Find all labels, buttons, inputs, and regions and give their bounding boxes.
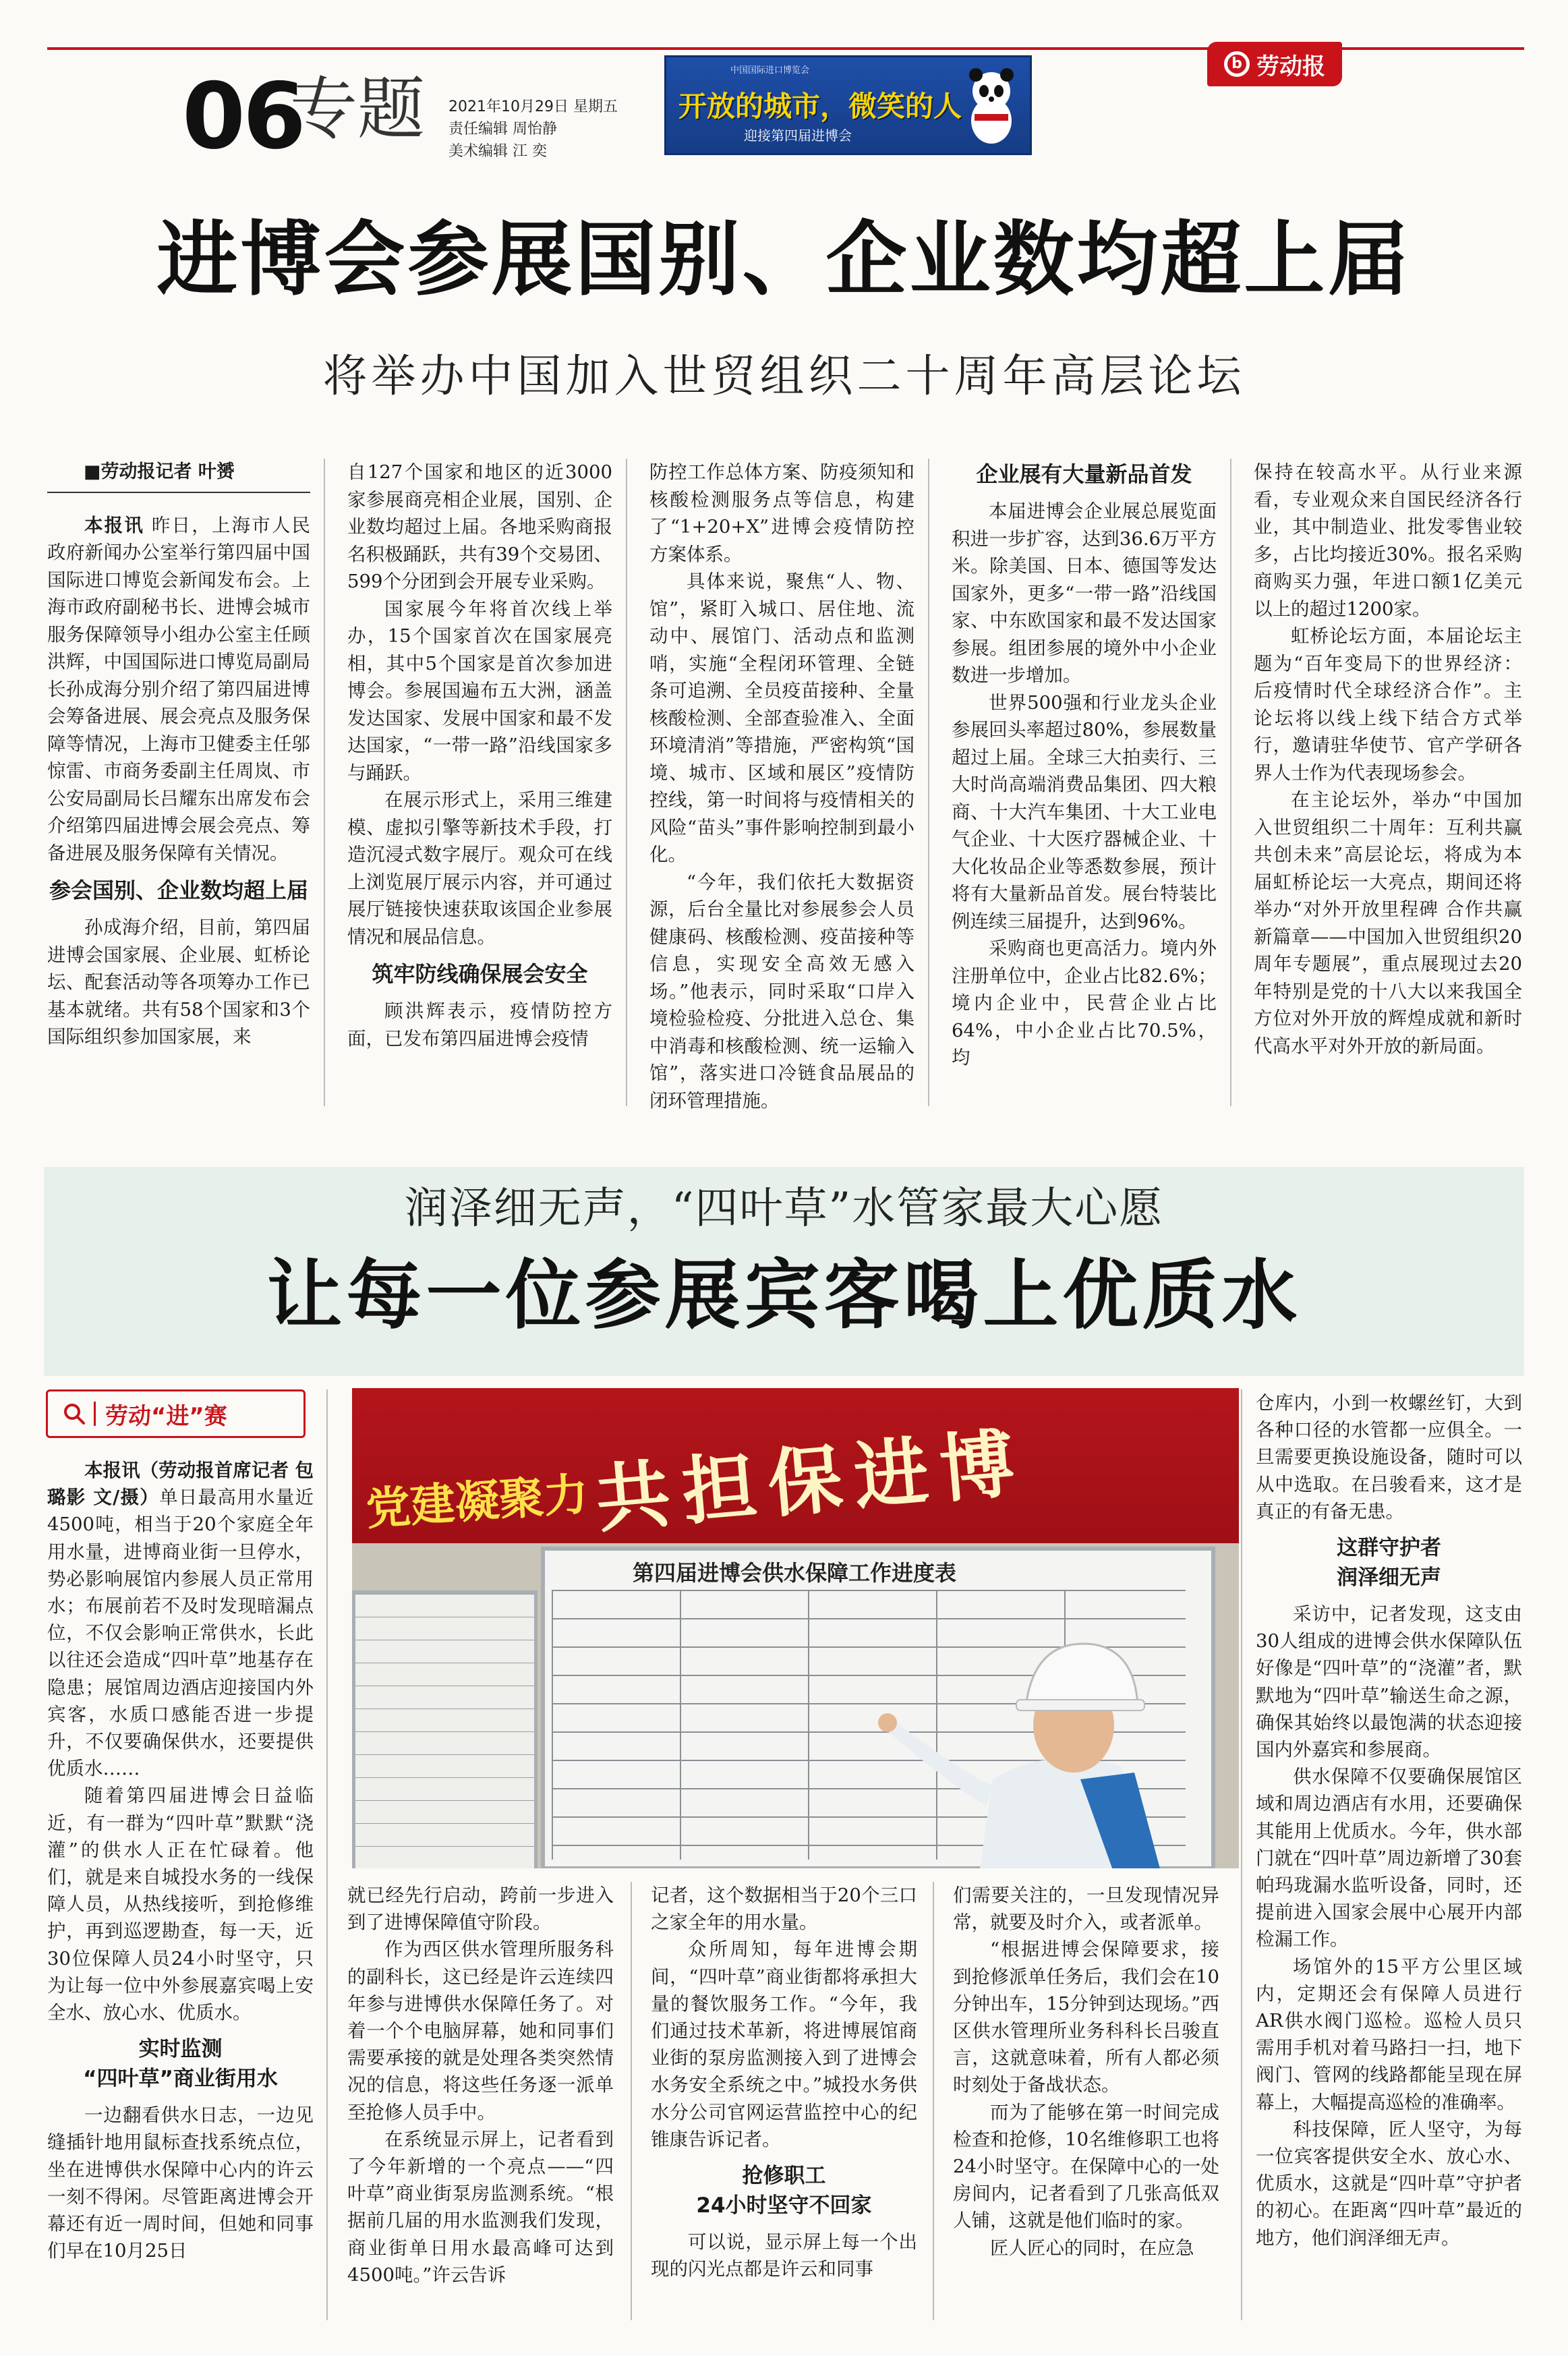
photo-slogan-small: 党建凝聚力 bbox=[364, 1468, 590, 1536]
expo-banner bbox=[664, 55, 1032, 155]
story-photo bbox=[352, 1388, 1239, 1868]
story1-col2 bbox=[347, 459, 612, 1052]
paragraph: 一边翻看供水日志，一边见缝插针地用鼠标查找系统点位，坐在进博供水保障中心内的许云一刻不得闲。尽管距离进博会开幕还有近一周时间，但她和同事们早在10月25日 bbox=[47, 2104, 314, 2262]
story1-subtitle: 将举办中国加入世贸组织二十周年高层论坛 bbox=[322, 350, 1246, 402]
column-rule bbox=[626, 459, 627, 1106]
column-rule bbox=[928, 459, 929, 1106]
paragraph-text: 昨日，上海市人民政府新闻办公室举行第四届中国国际进口博览会新闻发布会。上海市政府副秘书长、进博会城市服务保障领导小组办公室主任顾洪辉，中国国际进口博览局副局长孙成海分别介绍了第四届进博会筹备进展、展会亮点及服务保障等情况，上海市卫健委主任邬惊雷、市商务委副主任周岚、市公安局副局长吕耀东出席发布会介绍第四届进博会展会亮点、筹备进展及服务保障有关情况。 bbox=[47, 514, 310, 864]
issue-date: 2021年10月29日 星期五 bbox=[448, 98, 618, 115]
photo-red-banner bbox=[352, 1388, 1239, 1543]
story2-title: 让每一位参展宾客喝上优质水 bbox=[266, 1251, 1302, 1340]
dateline: 本报讯 bbox=[84, 1460, 140, 1481]
paragraph: 具体来说，聚焦“人、物、馆”，紧盯入城口、居住地、流动中、展馆门、活动点和监测哨，实施“全程闭环管理、全链条可追溯、全员疫苗接种、全量核酸检测、全部查验准入、全面环境清消”等措施，严密构筑“国境、城市、区域和展区”疫情防控线，第一时间将与疫情相关的风险“苗头”事件影响控制到最小化。 bbox=[649, 571, 914, 865]
paragraph: 在展示形式上，采用三维建模、虚拟引擎等新技术手段，打造沉浸式数字展厅。观众可在线上浏览展厅展示内容，并可通过展厅链接快速获取该国企业参展情况和展品信息。 bbox=[347, 789, 612, 948]
subhead: 抢修职工 24小时坚守不回家 bbox=[696, 2164, 872, 2218]
column-tag bbox=[46, 1389, 306, 1438]
subhead: 参会国别、企业数均超上届 bbox=[49, 878, 308, 903]
paragraph: 场馆外的15平方公里区域内，定期还会有保障人员进行AR供水阀门巡检。巡检人员只需用手机对着马路扫一扫，地下阀门、管网的线路都能呈现在屏幕上，大幅提高巡检的准确率。 bbox=[1256, 1955, 1522, 2113]
newspaper-logo bbox=[1207, 42, 1342, 86]
paragraph: “今年，我们依托大数据资源，后台全量比对参展参会人员健康码、核酸检测、疫苗接种等信息，实现安全高效无感入场。”他表示，同时采取“口岸入境检验检疫、分批进入总仓、集中消毒和核酸检测、统一运输入馆”，落实进口冷链食品展品的闭环管理措施。 bbox=[649, 871, 914, 1112]
paragraph: 们需要关注的，一旦发现情况异常，就要及时介入，或者派单。 bbox=[953, 1885, 1219, 1934]
worker-figure bbox=[878, 1611, 1229, 1868]
subhead: 这群守护者 润泽细无声 bbox=[1337, 1536, 1441, 1590]
paragraph: 保持在较高水平。从行业来源看，专业观众来自国民经济各行业，其中制造业、批发零售业较多，占比均接近30%。报名采购商购买力强，年进口额1亿美元以上的超过1200家。 bbox=[1254, 461, 1522, 620]
paragraph: 匠人匠心的同时，在应急 bbox=[990, 2237, 1194, 2259]
side-whiteboard bbox=[352, 1590, 538, 1868]
subhead: 筑牢防线确保展会安全 bbox=[372, 961, 588, 987]
page-number: 06 bbox=[182, 63, 303, 169]
column-rule bbox=[1241, 1389, 1242, 2320]
paragraph: “根据进博会保障要求，接到抢修派单任务后，我们会在10分钟出车，15分钟到达现场。”西区供水管理所业务科科长吕骏直言，这就意味着，所有人都必须时刻处于备战状态。 bbox=[953, 1938, 1219, 2096]
byline: ■劳动报记者 叶赟 bbox=[47, 459, 310, 493]
story2-kicker: 润泽细无声，“四叶草”水管家最大心愿 bbox=[404, 1184, 1164, 1234]
paragraph: 记者，这个数据相当于20个三口之家全年的用水量。 bbox=[651, 1885, 917, 1934]
paragraph: 国家展今年将首次线上举办，15个国家首次在国家展亮相，其中5个国家是首次参加进博会。参展国遍布五大洲，涵盖发达国家、发展中国家和最不发达国家，“一带一路”沿线国家多与踊跃。 bbox=[347, 598, 612, 784]
story1-title: 进博会参展国别、企业数均超上届 bbox=[156, 212, 1412, 307]
paragraph: 科技保障，匠人坚守，为每一位宾客提供安全水、放心水、优质水，这就是“四叶草”守护者的初心。在距离“四叶草”最近的地方，他们润泽细无声。 bbox=[1256, 2118, 1522, 2249]
paragraph: 随着第四届进博会日益临近，有一群为“四叶草”默默“浇灌”的供水人正在忙碌着。他们，就是来自城投水务的一线保障人员，从热线接听，到抢修维护，再到巡逻勘查，每一天，近30位保障人员24小时坚守，只为让每一位中外参展嘉宾喝上安全水、放心水、优质水。 bbox=[47, 1785, 314, 2024]
story2-colA bbox=[47, 1457, 314, 2264]
paragraph: 众所周知，每年进博会期间，“四叶草”商业街都将承担大量的餐饮服务工作。“今年，我们通过技术革新，将进博展馆商业街的泵房监测接入到了进博会水务安全系统之中。”城投水务供水分公司官网运营监控中心的纪锥康告诉记者。 bbox=[651, 1938, 917, 2150]
column-rule bbox=[631, 1882, 632, 2320]
paragraph: 世界500强和行业龙头企业参展回头率超过80%，参展数量超过上届。全球三大拍卖行、三大时尚高端消费品集团、四大粮商、十大汽车集团、十大工业电气企业、十大医疗器械企业、十大化妆品企业等悉数参展，预计将有大量新品首发。展台特装比例连续三届提升，达到96%。 bbox=[952, 691, 1217, 932]
story1-col1 bbox=[47, 459, 310, 1051]
paragraph: 作为西区供水管理所服务科的副科长，这已经是许云连续四年参与进博供水保障任务了。对着一个个电脑屏幕，她和同事们需要承接的就是处理各类突然情况的信息，将这些任务逐一派单至抢修人员手中。 bbox=[347, 1938, 614, 2123]
paragraph: 采购商也更高活力。境内外注册单位中，企业占比82.6%；境内企业中，民营企业占比64%，中小企业占比70.5%，均 bbox=[952, 938, 1217, 1068]
logo-mark-icon: b bbox=[1224, 51, 1250, 77]
credit: （劳动报首席记者 包璐影 文/摄） bbox=[47, 1460, 314, 1509]
paragraph: 供水保障不仅要确保展馆区域和周边酒店有水用，还要确保其能用上优质水。今年，供水部门就在“四叶草”周边新增了30套帕玛珑漏水监听设备，同时，还提前进入国家会展中心展开内部检漏工作。 bbox=[1256, 1766, 1522, 1951]
banner-org: 中国国际进口博览会 bbox=[730, 65, 810, 76]
column-rule bbox=[324, 459, 325, 1106]
column-rule bbox=[1230, 459, 1231, 1106]
story1-col3 bbox=[649, 459, 914, 1114]
dateline: 本报讯 bbox=[84, 514, 144, 536]
paragraph: 仓库内，小到一枚螺丝钉，大到各种口径的水管都一应俱全。一旦需要更换设施设备，随时可以从中选取。在吕骏看来，这才是真正的有备无患。 bbox=[1256, 1392, 1522, 1522]
panda-mascot-icon bbox=[962, 65, 1020, 146]
paragraph: 孙成海介绍，目前，第四届进博会国家展、企业展、虹桥论坛、配套活动等各项筹办工作已基本就绪。共有58个国家和3个国际组织参加国家展，来 bbox=[47, 917, 310, 1047]
paragraph: 可以说，显示屏上每一个出现的闪光点都是许云和同事 bbox=[651, 2231, 917, 2280]
banner-headline: 开放的城市，微笑的人 bbox=[678, 90, 962, 123]
story2-colC bbox=[651, 1882, 917, 2282]
editor: 责任编辑 周怡静 bbox=[448, 121, 557, 138]
paragraph: 在系统显示屏上，记者看到了今年新增的一个亮点——“四叶草”商业街泵房监测系统。“根据前几届的用水监测我们发现，商业街单日用水最高峰可达到4500吨。”许云告诉 bbox=[347, 2128, 614, 2286]
story2-colD bbox=[953, 1882, 1219, 2262]
subhead: 企业展有大量新品首发 bbox=[976, 461, 1192, 487]
paragraph: 自127个国家和地区的近3000家参展商亮相企业展，国别、企业数均超过上届。各地采购商报名积极踊跃，共有39个交易团、599个分团到会开展专业采购。 bbox=[347, 461, 612, 592]
section-title: 专题 bbox=[290, 69, 425, 148]
logo-text: 劳动报 bbox=[1256, 53, 1325, 80]
tag-label: 劳动“进”赛 bbox=[105, 1402, 227, 1430]
banner-sub: 迎接第四届进博会 bbox=[744, 127, 852, 144]
art-editor: 美术编辑 江 奕 bbox=[448, 143, 547, 160]
whiteboard-title: 第四届进博会供水保障工作进度表 bbox=[633, 1560, 957, 1586]
paragraph: 就已经先行启动，跨前一步进入到了进博保障值守阶段。 bbox=[347, 1885, 614, 1934]
paragraph: 顾洪辉表示，疫情防控方面，已发布第四届进博会疫情 bbox=[347, 1000, 612, 1050]
search-icon bbox=[63, 1402, 86, 1425]
tag-divider bbox=[94, 1402, 96, 1426]
paragraph: 在主论坛外，举办“中国加入世贸组织二十周年：互利共赢 共创未来”高层论坛，将成为本届虹桥论坛一大亮点，期间还将举办“对外开放里程碑 合作共赢新篇章——中国加入世贸组织20周年专题展”，重点展现过去20年特别是党的十八大以来我国全方位对外开放的辉煌成就和新时代高水平对外开放的新局面。 bbox=[1254, 789, 1522, 1057]
column-rule bbox=[933, 1882, 934, 2320]
paragraph: 采访中，记者发现，这支由30人组成的进博会供水保障队伍好像是“四叶草”的“浇灌”者，默默地为“四叶草”输送生命之源，确保其始终以最饱满的状态迎接国内外嘉宾和参展商。 bbox=[1256, 1603, 1522, 1761]
story2-colB bbox=[347, 1882, 614, 2289]
paragraph: 本届进博会企业展总展览面积进一步扩容，达到36.6万平方米。除美国、日本、德国等发达国家外，更多“一带一路”沿线国家、中东欧国家和最不发达国家参展。组团参展的境外中小企业数进一步增加。 bbox=[952, 500, 1217, 686]
story1-col5 bbox=[1254, 459, 1522, 1060]
column-rule bbox=[326, 1389, 328, 2320]
subhead: 实时监测 “四叶草”商业街用水 bbox=[83, 2037, 278, 2092]
story2-colE bbox=[1256, 1389, 1522, 2251]
story1-col4 bbox=[952, 459, 1217, 1072]
paragraph: 防控工作总体方案、防疫须知和核酸检测服务点等信息，构建了“1+20+X”进博会疫情防控方案体系。 bbox=[649, 461, 914, 565]
photo-slogan-big: 共担保进博 bbox=[592, 1419, 1030, 1543]
paragraph: 而为了能够在第一时间完成检查和抢修，10名维修职工也将24小时坚守。在保障中心的一处房间内，记者看到了几张高低双人铺，这就是他们临时的家。 bbox=[953, 2101, 1219, 2232]
paragraph bbox=[47, 1457, 314, 1782]
paragraph bbox=[47, 512, 310, 867]
paragraph-text: 单日最高用水量近4500吨，相当于20个家庭全年用水量，进博商业街一旦停水，势必影响展馆内参展人员正常用水；布展前若不及时发现暗漏点位，不仅会影响正常供水，长此以往还会造成“四叶草”地基存在隐患；展馆周边酒店迎接国内外宾客，水质口感能否进一步提升，不仅要确保供水，还要提供优质水…… bbox=[47, 1487, 314, 1780]
paragraph: 虹桥论坛方面，本届论坛主题为“百年变局下的世界经济：后疫情时代全球经济合作”。主论坛将以线上线下结合方式举行，邀请驻华使节、官产学研各界人士作为代表现场参会。 bbox=[1254, 625, 1522, 784]
page-meta bbox=[448, 96, 618, 163]
